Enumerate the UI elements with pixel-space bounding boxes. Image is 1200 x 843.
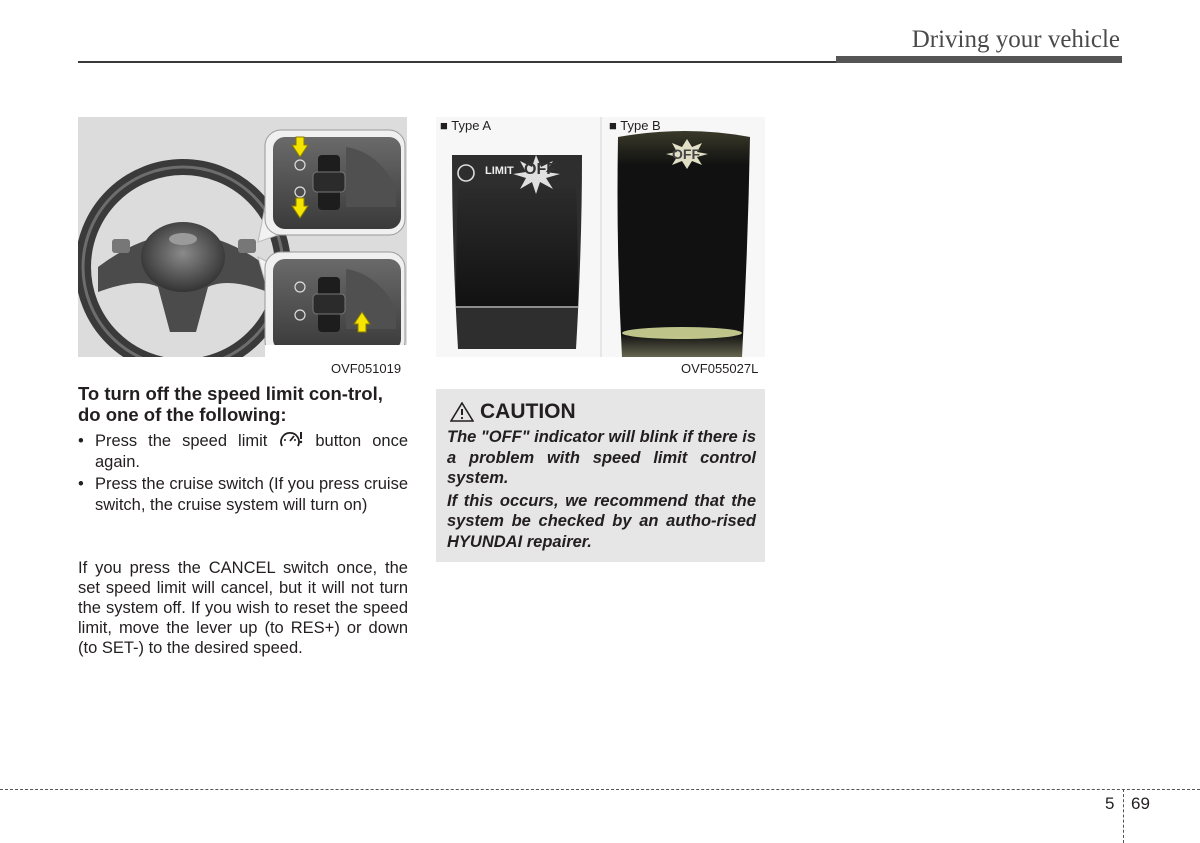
footer-rule bbox=[0, 789, 1200, 790]
limit-indicator-text: LIMIT bbox=[485, 165, 514, 177]
off-indicator-type-a: OFF bbox=[524, 161, 556, 178]
header-rule-accent bbox=[836, 56, 1122, 63]
caution-paragraph-2: If this occurs, we recommend that the system be checked by an autho-rised HYUNDAI repairer. bbox=[447, 491, 756, 551]
list-item bbox=[78, 431, 408, 472]
caution-body bbox=[447, 427, 756, 554]
warning-triangle-icon bbox=[450, 402, 474, 422]
type-a-label: ■ Type A bbox=[440, 118, 491, 133]
off-indicator-type-b: OFF bbox=[672, 146, 700, 162]
caution-title: CAUTION bbox=[480, 400, 576, 423]
cluster-display-illustration bbox=[436, 117, 765, 357]
section-heading: To turn off the speed limit con-trol, do one of the following: bbox=[78, 383, 383, 425]
steering-wheel-figure bbox=[78, 117, 407, 357]
header-title: Driving your vehicle bbox=[911, 26, 1120, 53]
chapter-number: 5 bbox=[1105, 794, 1115, 813]
caution-header bbox=[450, 400, 576, 424]
header-rule bbox=[78, 61, 836, 63]
caution-paragraph-1: The "OFF" indicator will blink if there is a problem with speed limit control system. bbox=[447, 428, 757, 487]
instruction-list bbox=[78, 431, 408, 517]
caution-box bbox=[436, 389, 765, 562]
cancel-paragraph: If you press the CANCEL switch once, the set speed limit will cancel, but it will not turn the system off. If you wish to reset the speed limit, move the lever up (to RES+) or down (to SET-) to the desired speed. bbox=[78, 559, 408, 657]
speed-limit-icon bbox=[278, 431, 304, 449]
bullet1-text-after: button once again. bbox=[95, 432, 408, 471]
steering-wheel-illustration bbox=[78, 117, 407, 357]
footer-divider bbox=[1123, 789, 1124, 843]
page-number: 69 bbox=[1131, 794, 1150, 813]
figure-code-right: OVF055027L bbox=[681, 361, 759, 376]
bullet1-text-before: Press the speed limit bbox=[95, 432, 268, 450]
list-item: • Press the cruise switch (If you press cruise switch, the cruise system will turn on) bbox=[78, 474, 408, 515]
figure-code-left: OVF051019 bbox=[331, 361, 402, 376]
cluster-display-figure bbox=[436, 117, 765, 357]
type-b-label: ■ Type B bbox=[609, 118, 661, 133]
